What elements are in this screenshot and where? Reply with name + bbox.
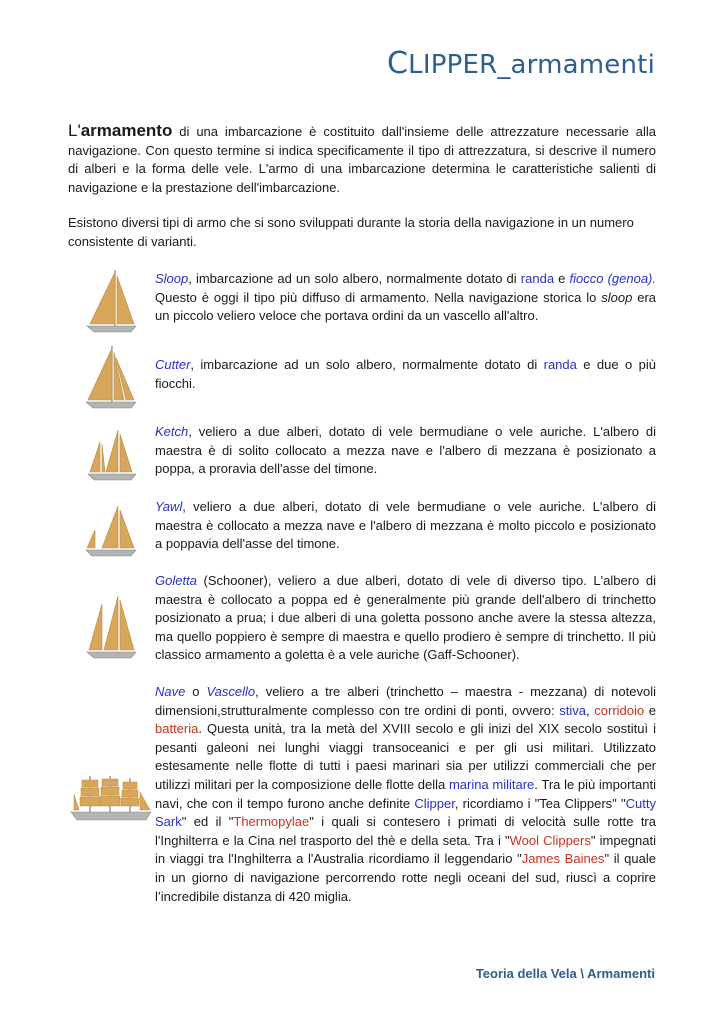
nave-link[interactable]: Nave xyxy=(155,684,186,699)
schooner-icon xyxy=(84,594,138,660)
list-item-ketch: Ketch, veliero a due alberi, dotato di vele bermudiane o vele auriche. L'albero di maestra è di solito collocato a mezza nave e l'albero di mezzana è posizionato a poppa, a proravia dell'asse del timone. xyxy=(155,424,656,477)
ketch-icon xyxy=(86,428,138,482)
sloop-icon xyxy=(82,268,138,334)
thermopylae-link[interactable]: Thermopylae xyxy=(233,814,310,830)
yawl-icon xyxy=(84,504,138,558)
sloop-link[interactable]: Sloop xyxy=(155,271,189,286)
cutty-sark-link[interactable]: Cutty Sark xyxy=(155,795,656,830)
yawl-link[interactable]: Yawl xyxy=(155,499,183,514)
randa-link-2[interactable]: randa xyxy=(543,357,577,372)
list-item-yawl: Yawl, veliero a due alberi, dotato di vele bermudiane o vele auriche. L'albero di maestra è collocato a mezza nave e l'albero di mezzana è molto piccolo e posizionato a poppavia dell'asse del timone. xyxy=(155,499,656,552)
fiocco-link[interactable]: fiocco (genoa). xyxy=(569,271,656,286)
marina-militare-link[interactable]: marina militare xyxy=(448,776,535,792)
clipper-link[interactable]: Clipper xyxy=(414,795,455,811)
goletta-link[interactable]: Goletta xyxy=(155,573,197,588)
intro-paragraph: L'armamento di una imbarcazione è costituito dall'insieme delle attrezzature necessarie alla navigazione. Con questo termine si indica specificamente il tipo di attrezzatura, si descrive il numero di alberi e la forma delle vele. L'armo di una imbarcazione determina le caratteristiche salienti di navigazione e la prestazione dell'imbarcazione. xyxy=(68,121,656,195)
list-item-sloop: Sloop, imbarcazione ad un solo albero, normalmente dotato di randa e fiocco (genoa). Questo è oggi il tipo più diffuso di armamento. Nella navigazione storica lo sloop era un piccolo veliero veloce che portava ordini da un vascello all'altro. xyxy=(155,271,656,324)
page-title: CLIPPER_armamenti xyxy=(386,46,655,81)
variants-paragraph: Esistono diversi tipi di armo che si sono sviluppati durante la storia della navigazione in un numero consistente di varianti. xyxy=(68,215,634,249)
batteria-link[interactable]: batteria xyxy=(155,721,199,737)
vascello-link[interactable]: Vascello xyxy=(206,684,256,699)
cutter-link[interactable]: Cutter xyxy=(155,357,191,372)
full-rigged-ship-icon xyxy=(70,774,152,824)
randa-link[interactable]: randa xyxy=(520,271,555,286)
list-item-nave: Nave o Vascello, veliero a tre alberi (trinchetto – maestra - mezzana) di notevoli dimensioni,strutturalmente complesso con tre ordini di ponti, ovvero: stiva, corridoio e batteria. Questa unità, tra la metà del XVIII secolo e gli inizi del XIX secolo sostituì i pesanti galeoni nei lunghi viaggi transoceanici e per gli usi militari. Utilizzato estesamente nelle flotte di tutti i paesi marinari sia per utilizzi commerciali che per utilizzi militari per la composizione delle flotte della marina militare. Tra le più importanti navi, che con il tempo furono anche definite Clipper, ricordiamo i "Tea Clippers" "Cutty Sark" ed il "Thermopylae" i quali si contesero i primati di velocità sulle rotte tra l'Inghilterra e la Cina nel trasporto del thè e della seta. Tra i "Wool Clippers" impegnati in viaggi tra l'Inghilterra a l'Australia ricordiamo il leggendario "James Baines" il quale in un giorno di navigazione percorrendo rotte negli oceani del sud, riuscì a coprire l’incredibile distanza di 420 miglia. xyxy=(155,684,657,904)
corridoio-link[interactable]: corridoio xyxy=(594,702,645,718)
list-item-goletta: Goletta (Schooner), veliero a due alberi, dotato di vele di diverso tipo. L'albero di maestra è collocato a poppa ed è generalmente più grande dell'albero di trinchetto posizionato a prua; i due alberi di una goletta possono anche avere la stessa altezza, ma quello poppiero è sempre di maestra e quello prodiero è sempre di trinchetto. Il più classico armamento a goletta è a vele auriche (Gaff-Schooner). xyxy=(155,573,656,663)
page-footer: Teoria della Vela \ Armamenti xyxy=(475,966,655,981)
ketch-link[interactable]: Ketch xyxy=(155,424,189,439)
wool-clippers-link[interactable]: Wool Clippers xyxy=(509,832,591,848)
james-baines-link[interactable]: James Baines xyxy=(521,851,605,867)
stiva-link[interactable]: stiva xyxy=(559,702,586,718)
cutter-icon xyxy=(82,344,138,410)
list-item-cutter: Cutter, imbarcazione ad un solo albero, normalmente dotato di randa e due o più fiocchi. xyxy=(155,357,656,391)
